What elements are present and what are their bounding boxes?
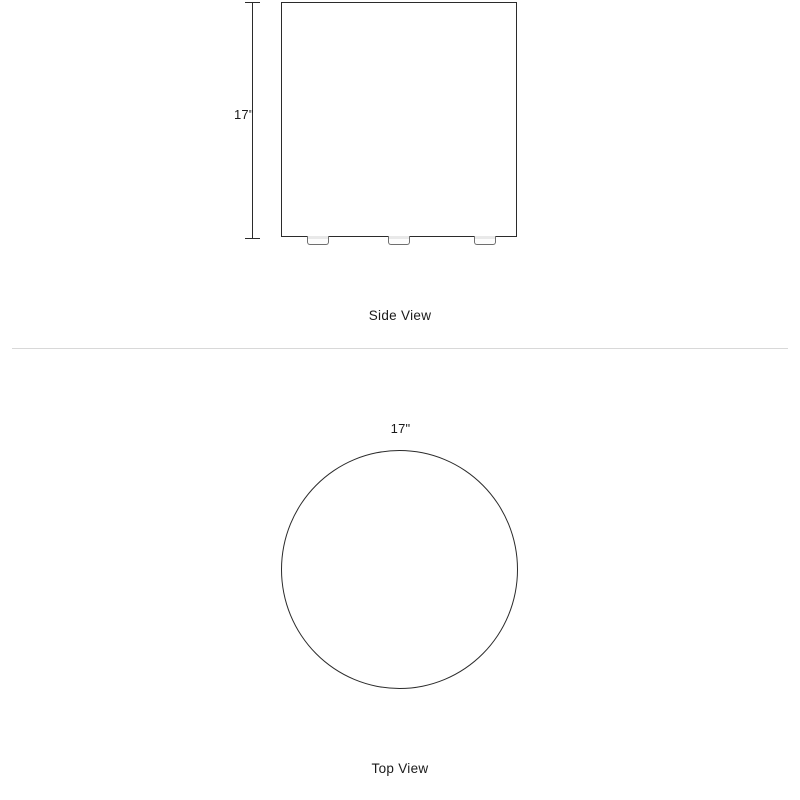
side-view-foot bbox=[307, 236, 329, 245]
diameter-dimension-label: 17" bbox=[390, 421, 411, 436]
foot-shade bbox=[475, 236, 495, 239]
side-view-foot bbox=[388, 236, 410, 245]
height-dimension-cap-top bbox=[245, 2, 260, 3]
top-view-body bbox=[281, 450, 518, 689]
top-view-caption: Top View bbox=[371, 761, 429, 776]
height-dimension-label: 17" bbox=[234, 107, 254, 122]
top-view-panel bbox=[0, 349, 800, 800]
foot-shade bbox=[389, 236, 409, 239]
side-view-body bbox=[281, 2, 517, 237]
foot-shade bbox=[308, 236, 328, 239]
side-view-panel bbox=[0, 0, 800, 348]
side-view-foot bbox=[474, 236, 496, 245]
side-view-caption: Side View bbox=[368, 308, 432, 323]
height-dimension-cap-bottom bbox=[245, 238, 260, 239]
